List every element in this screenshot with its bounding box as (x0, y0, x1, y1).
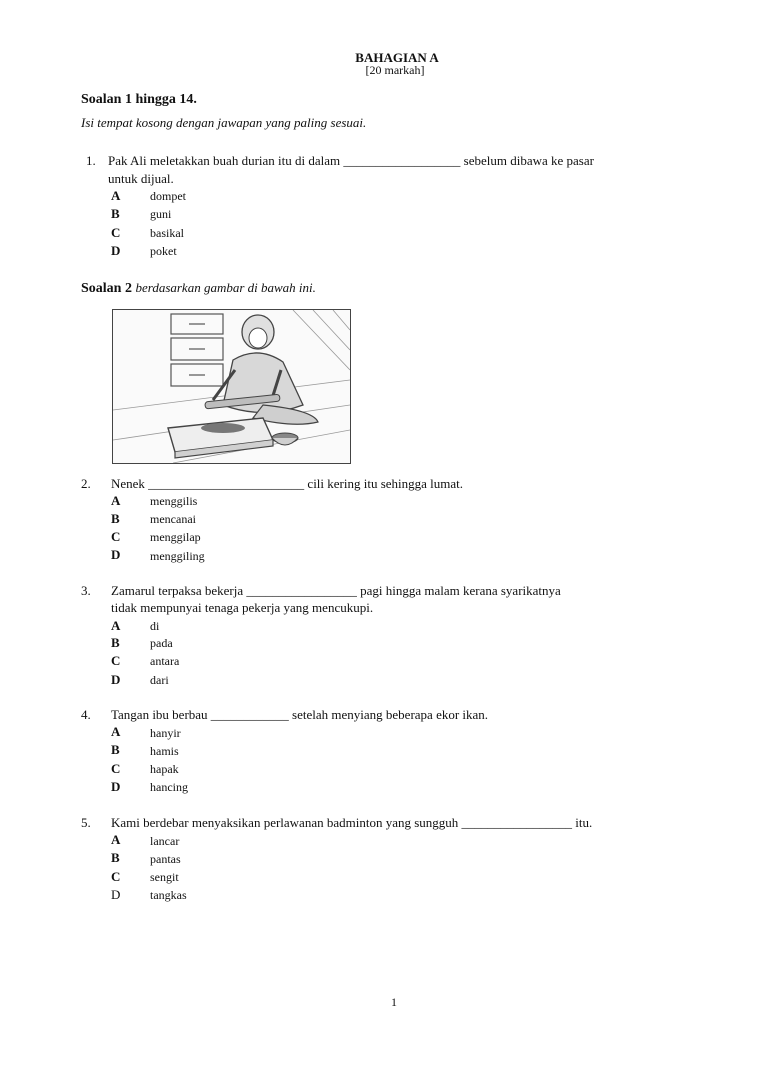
q1-text-line2: untuk dijual. (108, 171, 174, 186)
q2-option-b-text: mencanai (150, 512, 196, 526)
q3-option-a-text: di (150, 619, 160, 633)
q5-option-a-letter: A (111, 832, 121, 847)
q3-option-d-text: dari (150, 673, 169, 687)
section2-heading-italic: berdasarkan gambar di bawah ini. (135, 280, 316, 295)
q1-option-d-text: poket (150, 244, 177, 258)
q5-option-a-text: lancar (150, 834, 180, 848)
q4-option-d-letter: D (111, 779, 121, 794)
q2-number: 2. (81, 476, 91, 491)
q4-option-d-text: hancing (150, 780, 188, 794)
q1-number: 1. (86, 153, 96, 168)
grandmother-grinding-illustration (113, 310, 350, 463)
q2-option-a-letter: A (111, 493, 121, 508)
q1-option-a-letter: A (111, 188, 121, 203)
section1-heading: Soalan 1 hingga 14. (81, 92, 197, 107)
q3-number: 3. (81, 583, 91, 598)
q2-option-c-letter: C (111, 529, 121, 544)
q5-option-b-letter: B (111, 850, 120, 865)
q1-option-c-text: basikal (150, 226, 184, 240)
q2-option-d-letter: D (111, 547, 121, 562)
q3-text-line1: Zamarul terpaksa bekerja _________________ pagi hingga malam kerana syarikatnya (111, 583, 561, 598)
q4-option-a-letter: A (111, 724, 121, 739)
q4-option-c-text: hapak (150, 762, 179, 776)
q1-option-b-text: guni (150, 207, 172, 221)
q3-text-line2: tidak mempunyai tenaga pekerja yang mencukupi. (111, 600, 374, 615)
q3-option-c-letter: C (111, 653, 121, 668)
q5-text-line1: Kami berdebar menyaksikan perlawanan badminton yang sungguh _________________ itu. (111, 815, 593, 830)
page-number: 1 (391, 995, 397, 1009)
q4-option-a-text: hanyir (150, 726, 181, 740)
q2-text-line1: Nenek ________________________ cili kering itu sehingga lumat. (111, 476, 464, 491)
q4-option-b-text: hamis (150, 744, 179, 758)
q1-option-a-text: dompet (150, 189, 186, 203)
q3-option-c-text: antara (150, 654, 180, 668)
q5-option-c-text: sengit (150, 870, 179, 884)
q5-option-c-letter: C (111, 869, 121, 884)
q2-option-a-text: menggilis (150, 494, 198, 508)
q3-option-b-letter: B (111, 635, 120, 650)
q4-option-c-letter: C (111, 761, 121, 776)
header-title: BAHAGIAN A (355, 50, 439, 65)
header-marks: [20 markah] (365, 63, 425, 77)
q5-number: 5. (81, 815, 91, 830)
q5-option-d-text: tangkas (150, 888, 187, 902)
section2-heading-bold: Soalan 2 (81, 281, 132, 296)
q1-text-line1: Pak Ali meletakkan buah durian itu di dalam __________________ sebelum dibawa ke pasar (108, 153, 594, 168)
q4-option-b-letter: B (111, 742, 120, 757)
q3-option-d-letter: D (111, 672, 121, 687)
q3-option-a-letter: A (111, 618, 121, 633)
q1-option-b-letter: B (111, 206, 120, 221)
q5-option-d-letter: D (111, 887, 121, 902)
section2-heading (81, 280, 316, 297)
q1-option-c-letter: C (111, 225, 121, 240)
q2-illustration (112, 309, 351, 464)
q2-option-d-text: menggiling (150, 549, 205, 563)
q1-option-d-letter: D (111, 243, 121, 258)
q4-text-line1: Tangan ibu berbau ____________ setelah menyiang beberapa ekor ikan. (111, 707, 489, 722)
q4-number: 4. (81, 707, 91, 722)
q2-option-b-letter: B (111, 511, 120, 526)
q2-option-c-text: menggilap (150, 530, 201, 544)
q5-option-b-text: pantas (150, 852, 181, 866)
q3-option-b-text: pada (150, 636, 173, 650)
section1-instruction: Isi tempat kosong dengan jawapan yang paling sesuai. (81, 115, 367, 130)
